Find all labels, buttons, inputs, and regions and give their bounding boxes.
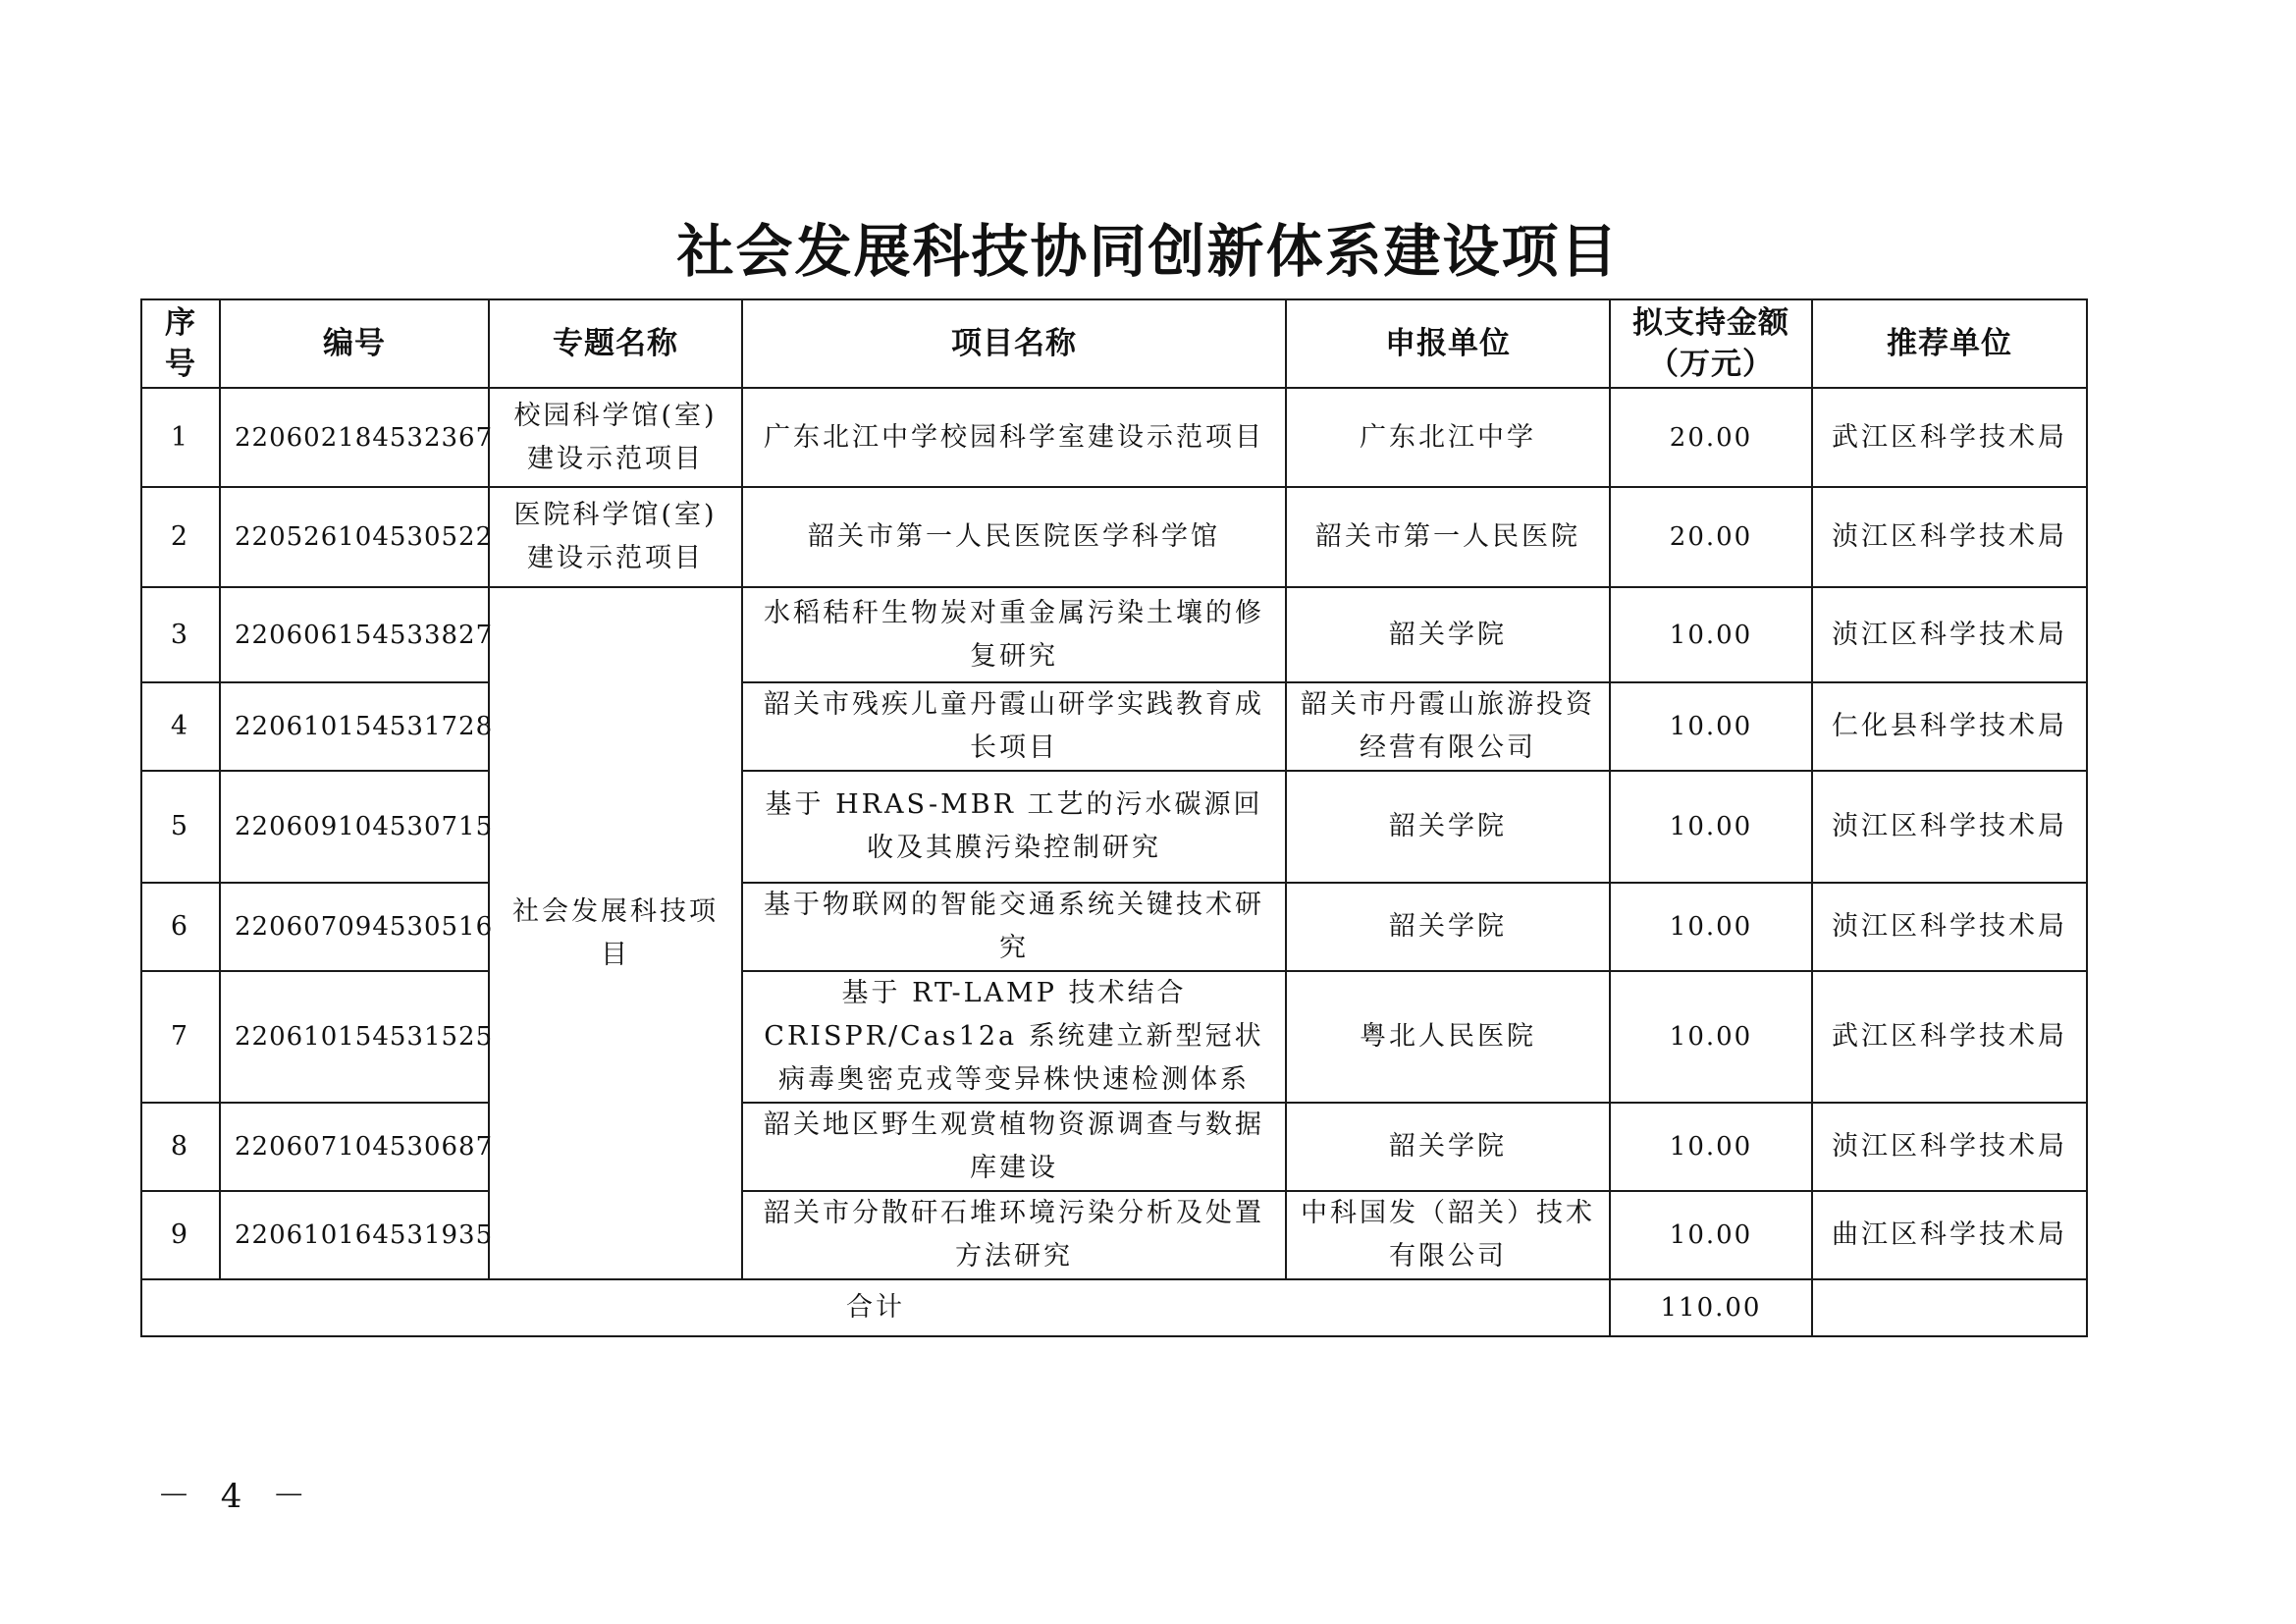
row-recommender: 浈江区科学技术局 (1812, 487, 2087, 587)
page-number: － 4 － (157, 1477, 316, 1516)
row-project: 基于物联网的智能交通系统关键技术研究 (742, 883, 1286, 971)
row-index: 2 (141, 487, 220, 587)
header-amount: 拟支持金额（万元） (1610, 299, 1812, 388)
row-index: 8 (141, 1103, 220, 1191)
total-amount: 110.00 (1610, 1279, 1812, 1336)
row-recommender: 浈江区科学技术局 (1812, 587, 2087, 682)
row-applicant: 韶关市丹霞山旅游投资经营有限公司 (1286, 682, 1610, 771)
row-applicant: 粤北人民医院 (1286, 971, 1610, 1103)
total-row (141, 1279, 2087, 1336)
row-code: 220607104530687 (220, 1103, 489, 1191)
row-amount: 20.00 (1610, 487, 1812, 587)
row-code: 220610164531935 (220, 1191, 489, 1279)
row-amount: 10.00 (1610, 971, 1812, 1103)
row-amount: 10.00 (1610, 1103, 1812, 1191)
total-label: 合计 (141, 1279, 1610, 1336)
header-applicant: 申报单位 (1286, 299, 1610, 388)
row-recommender: 浈江区科学技术局 (1812, 883, 2087, 971)
row-project: 基于 RT-LAMP 技术结合 CRISPR/Cas12a 系统建立新型冠状病毒奥密克戎等变异株快速检测体系 (742, 971, 1286, 1103)
table-row (141, 1103, 2087, 1191)
row-applicant: 广东北江中学 (1286, 388, 1610, 487)
row-index: 1 (141, 388, 220, 487)
row-applicant: 韶关市第一人民医院 (1286, 487, 1610, 587)
table-row (141, 883, 2087, 971)
row-code: 220602184532367 (220, 388, 489, 487)
row-amount: 10.00 (1610, 682, 1812, 771)
row-applicant: 中科国发（韶关）技术有限公司 (1286, 1191, 1610, 1279)
header-topic: 专题名称 (489, 299, 742, 388)
row-recommender: 武江区科学技术局 (1812, 388, 2087, 487)
project-table (140, 298, 2088, 1337)
row-project: 基于 HRAS-MBR 工艺的污水碳源回收及其膜污染控制研究 (742, 771, 1286, 883)
header-row (141, 299, 2087, 388)
table-row (141, 587, 2087, 682)
shared-topic-cell: 社会发展科技项目 (489, 587, 742, 1279)
table-row (141, 1191, 2087, 1279)
row-amount: 10.00 (1610, 883, 1812, 971)
page-title: 社会发展科技协同创新体系建设项目 (676, 218, 1620, 285)
header-project: 项目名称 (742, 299, 1286, 388)
row-code: 220607094530516 (220, 883, 489, 971)
row-project: 韶关地区野生观赏植物资源调查与数据库建设 (742, 1103, 1286, 1191)
row-applicant: 韶关学院 (1286, 1103, 1610, 1191)
row-topic: 医院科学馆(室)建设示范项目 (489, 487, 742, 587)
header-code: 编号 (220, 299, 489, 388)
row-code: 220610154531728 (220, 682, 489, 771)
row-recommender: 曲江区科学技术局 (1812, 1191, 2087, 1279)
row-applicant: 韶关学院 (1286, 771, 1610, 883)
row-code: 220609104530715 (220, 771, 489, 883)
row-amount: 10.00 (1610, 587, 1812, 682)
row-applicant: 韶关学院 (1286, 587, 1610, 682)
row-recommender: 浈江区科学技术局 (1812, 1103, 2087, 1191)
row-code: 220526104530522 (220, 487, 489, 587)
row-index: 7 (141, 971, 220, 1103)
row-index: 3 (141, 587, 220, 682)
row-amount: 20.00 (1610, 388, 1812, 487)
row-amount: 10.00 (1610, 771, 1812, 883)
table-row (141, 771, 2087, 883)
row-project: 韶关市残疾儿童丹霞山研学实践教育成长项目 (742, 682, 1286, 771)
row-recommender: 浈江区科学技术局 (1812, 771, 2087, 883)
table-row (141, 487, 2087, 587)
row-code: 220606154533827 (220, 587, 489, 682)
table-row (141, 971, 2087, 1103)
row-topic: 校园科学馆(室)建设示范项目 (489, 388, 742, 487)
row-index: 9 (141, 1191, 220, 1279)
header-recommender: 推荐单位 (1812, 299, 2087, 388)
row-index: 6 (141, 883, 220, 971)
row-project: 水稻秸秆生物炭对重金属污染土壤的修复研究 (742, 587, 1286, 682)
row-amount: 10.00 (1610, 1191, 1812, 1279)
row-index: 5 (141, 771, 220, 883)
table-row (141, 388, 2087, 487)
row-recommender: 武江区科学技术局 (1812, 971, 2087, 1103)
row-applicant: 韶关学院 (1286, 883, 1610, 971)
table-row (141, 682, 2087, 771)
total-recommender (1812, 1279, 2087, 1336)
row-index: 4 (141, 682, 220, 771)
header-index: 序号 (141, 299, 220, 388)
row-project: 韶关市第一人民医院医学科学馆 (742, 487, 1286, 587)
row-recommender: 仁化县科学技术局 (1812, 682, 2087, 771)
row-project: 广东北江中学校园科学室建设示范项目 (742, 388, 1286, 487)
row-project: 韶关市分散矸石堆环境污染分析及处置方法研究 (742, 1191, 1286, 1279)
row-code: 220610154531525 (220, 971, 489, 1103)
